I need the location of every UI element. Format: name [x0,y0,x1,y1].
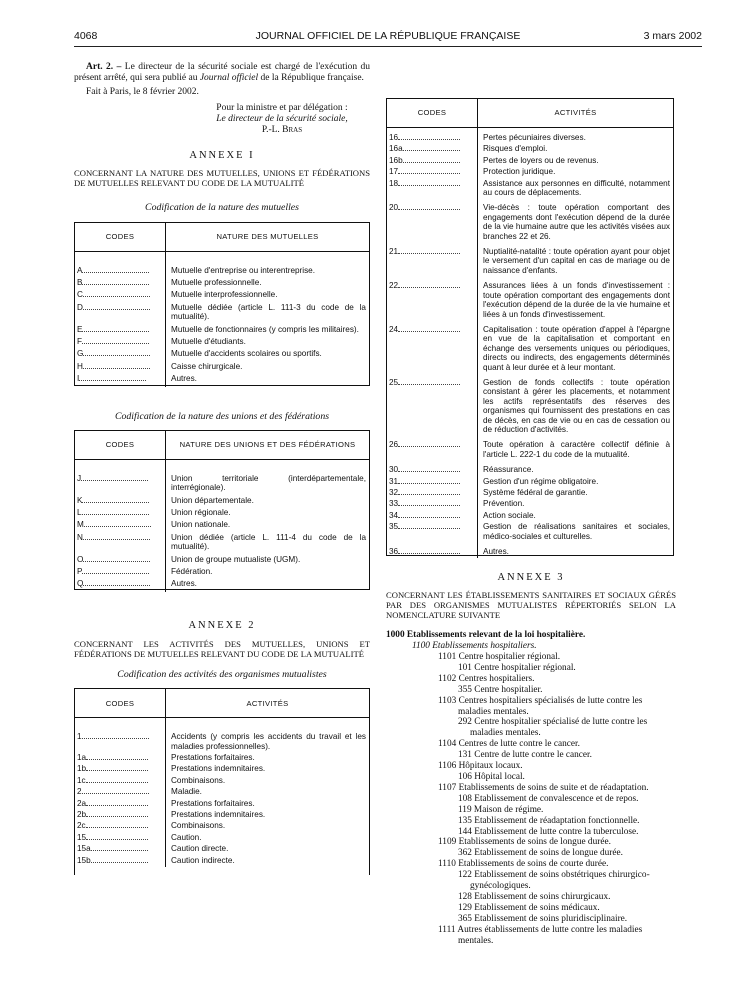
leader-dots [86,764,148,771]
code-value: 32 [389,488,399,497]
code-cell [75,520,166,532]
table-row [387,179,673,204]
code-cell [75,718,166,753]
column-header-nature-unions: NATURE DES UNIONS ET DES FÉDÉRATIONS [166,431,370,460]
leader-dots [403,156,460,163]
leader-dots [83,533,150,540]
table-row [387,167,673,178]
signature-line-1: Pour la ministre et par délégation : [216,102,348,113]
description-cell: Mutuelle d'étudiants. [171,337,246,347]
nomenclature-item: 1107 Etablissements de soins de suite et de réadaptation. [438,782,649,793]
code-value: 2b [77,810,87,820]
leader-dots [82,508,149,515]
description-cell: Vie-décès : toute opération comportant des engagements dont l'exécution dépend de la durée de la vie humaine autre que les activités visées aux branches 22 et 26. [483,203,670,241]
code-value: 17 [389,167,399,177]
nomenclature-item: 1106 Hôpitaux locaux. [438,761,523,772]
code-cell [387,247,478,281]
leader-dots [398,325,460,332]
leader-dots [84,520,151,527]
nomenclature-item: 106 Hôpital local. [458,771,525,782]
description-cell: Système fédéral de garantie. [483,488,588,497]
annexe-2-label: ANNEXE 2 [188,619,256,631]
code-cell [75,787,166,798]
code-cell [75,799,166,810]
leader-dots [91,856,148,863]
table-nature-unions [74,430,370,590]
leader-dots [81,474,148,481]
code-cell [75,764,166,775]
code-cell [387,144,478,155]
code-cell [387,378,478,440]
table-row [75,555,369,567]
article-text: Le directeur de la sécurité sociale est chargé de l'exécution du présent arrêté, qui sera publié au [74,62,371,84]
table-row [387,281,673,325]
description-cell: Assurances liées à un fonds d'investissement : toute opération comportant des engagements dont l'exécution dépend de la durée de la vie humaine et liées à un fonds d'investissement. [483,281,670,319]
code-cell [75,459,166,495]
leader-dots [83,303,150,310]
table-row [75,290,369,302]
table-row [75,278,369,290]
leader-dots [398,247,460,254]
nomenclature-item: 135 Etablissement de réadaptation fonctionnelle. [458,815,640,826]
code-value: 1 [77,732,82,742]
code-value: P [77,567,83,577]
table-row [387,144,673,155]
nomenclature-item: 144 Etablissement de lutte contre la tuberculose. [458,826,639,837]
leader-dots [82,496,149,503]
page-number: 4068 [74,30,98,42]
code-cell [75,325,166,337]
done-at: Fait à Paris, le 8 février 2002. [86,87,199,98]
code-value: B [77,278,83,288]
leader-dots [86,776,148,783]
leader-dots [86,821,148,828]
right-column-table [386,98,674,556]
nomenclature-item: 128 Etablissement de soins chirurgicaux. [458,891,611,902]
description-cell: Union départementale. [171,495,254,505]
description-cell: Union régionale. [171,508,231,518]
table-row [387,465,673,476]
code-cell [75,844,166,855]
code-cell [387,547,478,558]
code-value: 2c [77,821,86,831]
table-row [75,374,369,386]
leader-dots [83,555,150,562]
nomenclature-item: 108 Etablissement de convalescence et de repos. [458,793,639,804]
code-cell [387,156,478,167]
table-row [387,203,673,247]
code-value: Q [77,579,84,589]
table-row [75,362,369,374]
description-cell: Combinaisons. [171,821,226,831]
description-cell: Caisse chirurgicale. [171,361,243,371]
description-cell: Protection juridique. [483,167,556,177]
leader-dots [83,362,150,369]
table-row [75,508,369,520]
table-row [75,579,369,591]
leader-dots [398,440,460,447]
signature-name: P.-L. Bras [261,125,303,136]
leader-dots [403,144,460,151]
leader-dots [398,511,460,518]
nomenclature-item: 362 Etablissement de soins de longue durée. [458,848,623,859]
column-header-activites: ACTIVITÉS [478,99,674,128]
code-cell [75,303,166,325]
code-cell [387,325,478,378]
code-value: H [77,361,83,371]
code-cell [387,281,478,325]
leader-dots [398,281,460,288]
column-header-codes: CODES [387,99,478,128]
annexe-3-label: ANNEXE 3 [497,572,565,583]
code-value: J [77,473,82,483]
description-cell: Assistance aux personnes en difficulté, notamment au cours de déplacements. [483,178,670,198]
table-row [75,349,369,361]
description-cell: Combinaisons. [171,775,226,785]
page-header [74,30,702,44]
description-cell: Union nationale. [171,520,231,530]
table-row [75,787,369,798]
table-row [387,511,673,522]
nomenclature-item: 1101 Centre hospitalier régional. [438,652,561,663]
signature-block [194,103,370,137]
nomenclature-item: 355 Centre hospitalier. [458,684,543,695]
column-header-activites: ACTIVITÉS [166,689,370,718]
description-cell: Mutuelle interprofessionnelle. [171,290,278,300]
code-cell [75,349,166,361]
code-value: C [77,290,83,300]
nomenclature-item: 101 Centre hospitalier régional. [458,662,576,673]
code-value: E [77,324,83,334]
description-cell: Prestations indemnitaires. [171,810,266,820]
code-value: 15b [77,855,91,865]
description-cell: Pertes pécuniaires diverses. [483,133,586,142]
code-cell [387,477,478,488]
code-value: 16a [389,144,403,154]
table-2-caption: Codification de la nature des unions et des fédérations [114,410,330,422]
description-cell: Caution directe. [171,844,229,854]
description-cell: Autres. [171,374,197,384]
leader-dots [82,567,149,574]
nomenclature-item: 119 Maison de régime. [458,804,544,815]
description-cell: Prestations forfaitaires. [171,798,255,808]
description-cell: Gestion de réalisations sanitaires et sociales, médico-sociales et culturelles. [483,522,670,541]
table-row [387,325,673,378]
column-header-nature: NATURE DES MUTUELLES [166,223,370,252]
leader-dots [398,488,460,495]
code-value: 33 [389,499,399,509]
code-value: 2 [77,787,82,797]
table-row [75,833,369,844]
leader-dots [77,374,146,384]
nomenclature-item: 1000 Etablissements relevant de la loi hospitalière. [386,630,586,641]
code-cell [387,488,478,499]
leader-dots [82,732,149,739]
article-text-end: de la République française. [258,73,364,84]
description-cell: Prévention. [483,499,525,509]
leader-dots [83,290,150,297]
article-2 [74,62,370,84]
table-1-caption: Codification de la nature des mutuelles [145,202,299,214]
table-row [387,440,673,465]
code-value: L [77,508,82,518]
nomenclature-list [386,630,676,946]
table-row [387,128,673,145]
code-value: 25 [389,377,399,387]
leader-dots [398,547,460,554]
annexe-3-title: CONCERNANT LES ÉTABLISSEMENTS SANITAIRES ET SOCIAUX GÉRÉS PAR DES ORGANISMES MUTUALISTES RÉPERTORIÉS SELON LA NOMENCLATURE SUIVANTE [386,590,676,621]
description-cell: Capitalisation : toute opération d'appel à l'épargne en vue de la capitalisation et comportant en échange des versements uniques ou périodiques, directs ou indirects, des engagements déterminés quant à leur durée et à leur montant. [483,324,670,372]
description-cell: Mutuelle de fonctionnaires (y compris les militaires). [171,324,359,334]
code-cell [387,128,478,145]
journal-title: JOURNAL OFFICIEL DE LA RÉPUBLIQUE FRANÇAISE [255,30,521,42]
leader-dots [398,465,460,472]
code-cell [387,511,478,522]
table-row [75,856,369,867]
leader-dots [398,133,460,140]
annexe-1-label: ANNEXE I [189,150,255,162]
leader-dots [83,349,150,356]
code-cell [75,508,166,520]
annexe-3 [386,572,676,946]
article-label: Art. 2. – [86,62,122,72]
description-cell: Caution. [171,832,202,842]
leader-dots [398,522,460,529]
table-row [387,488,673,499]
code-value: 16 [389,133,399,142]
code-cell [75,555,166,567]
description-cell: Prestations forfaitaires. [171,753,255,763]
description-cell: Caution indirecte. [171,855,235,865]
nomenclature-item: 1109 Etablissements de soins de longue durée. [438,837,611,848]
description-cell: Union de groupe mutualiste (UGM). [171,554,301,564]
code-value: 24 [389,324,399,334]
table-row [75,303,369,325]
leader-dots [398,378,460,385]
description-cell: Réassurance. [483,465,534,475]
nomenclature-item: 365 Etablissement de soins pluridisciplinaire. [458,913,628,924]
code-cell [75,290,166,302]
code-cell [75,856,166,867]
description-cell: Prestations indemnitaires. [171,764,266,774]
code-cell [75,533,166,555]
leader-dots [82,337,149,344]
code-value: 15 [77,832,87,842]
leader-dots [398,477,460,484]
table-row [75,337,369,349]
code-value: 22 [389,281,399,291]
code-cell [75,362,166,374]
leader-dots [86,799,148,806]
code-value: F [77,337,83,347]
code-value: 1a [77,753,87,763]
table-row [75,533,369,555]
nomenclature-item: 122 Etablissement de soins obstétriques chirurgico-gynécologiques. [458,870,650,892]
table-row [387,499,673,510]
code-value: O [77,554,84,564]
table-row [75,799,369,810]
code-value: M [77,520,84,530]
description-cell: Accidents (y compris les accidents du travail et les maladies professionnelles). [171,732,366,751]
description-cell: Union territoriale (interdépartementale, interrégionale). [171,473,366,493]
nomenclature-item: 292 Centre hospitalier spécialisé de lutte contre les maladies mentales. [458,717,648,739]
table-row [75,459,369,495]
code-value: 30 [389,465,399,475]
table-row [75,753,369,764]
code-value: 16b [389,155,403,165]
leader-dots [91,844,148,851]
table-3-caption: Codification des activités des organismes mutualistes [117,669,327,681]
description-cell: Mutuelle d'accidents scolaires ou sportifs. [171,349,322,359]
table-row [75,567,369,579]
annexe-2-title: CONCERNANT LES ACTIVITÉS DES MUTUELLES, UNIONS ET FÉDÉRATIONS DE MUTUELLES RELEVANT DU CODE DE LA MUTUALITÉ [74,639,370,660]
nomenclature-item: 1110 Etablissements de soins de courte durée. [438,859,609,870]
description-cell: Autres. [483,547,509,557]
table-row [75,810,369,821]
code-cell [387,499,478,510]
leader-dots [82,278,149,285]
description-cell: Autres. [171,579,197,589]
code-value: 34 [389,510,399,520]
code-value: 36 [389,547,399,557]
code-cell [75,567,166,579]
code-value: 1b [77,764,87,774]
table-row [387,477,673,488]
code-value: 26 [389,440,399,450]
nomenclature-item: 131 Centre de lutte contre le cancer. [458,750,592,761]
issue-date: 3 mars 2002 [643,30,702,42]
leader-dots [86,753,148,760]
description-cell: Risques d'emploi. [483,144,548,154]
code-cell [75,776,166,787]
code-value: N [77,532,83,542]
code-cell [387,167,478,178]
code-value: K [77,495,83,505]
code-value: 1c [77,775,86,785]
code-value: G [77,349,84,359]
table-nature-mutuelles [74,222,370,386]
description-cell: Mutuelle professionnelle. [171,278,262,288]
code-value: 18 [389,178,399,188]
code-value: D [77,302,83,312]
leader-dots [398,203,460,210]
code-cell [75,579,166,591]
code-cell [75,337,166,349]
code-cell [387,203,478,247]
code-value: 20 [389,203,399,213]
table-row [75,325,369,337]
description-cell: Mutuelle d'entreprise ou interentreprise. [171,265,316,275]
table-row [75,251,369,278]
table-row [387,156,673,167]
table-row [75,776,369,787]
table-row [75,718,369,753]
description-cell: Maladie. [171,787,202,797]
code-cell [75,753,166,764]
annexe-1-title: CONCERNANT LA NATURE DES MUTUELLES, UNIONS ET FÉDÉRATIONS DE MUTUELLES RELEVANT DU CODE DE LA MUTUALITÉ [74,168,370,189]
column-header-codes: CODES [75,431,166,460]
nomenclature-item: 1104 Centres de lutte contre le cancer. [438,739,580,750]
table-row [75,844,369,855]
table-activites-continued [386,98,674,556]
description-cell: Mutuelle dédiée (article L. 111-3 du code de la mutualité). [171,302,366,322]
signature-line-2: Le directeur de la sécurité sociale, [216,113,348,124]
description-cell: Gestion de fonds collectifs : toute opération consistant à gérer les placements, et notamment les actifs représentatifs des réserves des organismes qui fournissent des prestations en cas de décès, en cas de vie ou en cas de cessation ou de réduction d'activités. [483,377,670,434]
description-cell: Action sociale. [483,510,536,520]
description-cell: Pertes de loyers ou de revenus. [483,155,599,165]
table-activites [74,688,370,875]
code-value: 35 [389,522,399,532]
table-row [75,520,369,532]
description-cell: Union dédiée (article L. 111-4 du code de la mutualité). [171,532,366,552]
column-header-codes: CODES [75,689,166,718]
journal-italic: Journal officiel [199,73,259,84]
leader-dots [398,179,460,186]
code-cell [75,251,166,278]
nomenclature-item: 1102 Centres hospitaliers. [438,673,535,684]
leader-dots [86,810,148,817]
code-cell [75,821,166,832]
description-cell: Toute opération à caractère collectif définie à l'article L. 222-1 du code de la mutualité. [483,440,670,459]
description-cell: Gestion d'un régime obligatoire. [483,476,599,486]
left-column [74,62,370,875]
code-cell [75,278,166,290]
table-row [387,547,673,558]
code-cell [75,496,166,508]
leader-dots [398,167,460,174]
header-rule [74,46,702,47]
code-value: A [77,265,83,275]
nomenclature-item: 1100 Etablissements hospitaliers. [412,641,537,652]
code-cell [387,179,478,204]
code-cell [387,465,478,476]
code-value: 2a [77,798,87,808]
leader-dots [83,579,150,586]
leader-dots [86,833,148,840]
code-value: 15a [77,844,91,854]
leader-dots [82,325,149,332]
leader-dots [82,266,149,273]
code-value: 31 [389,476,399,486]
code-cell [75,374,166,386]
table-row [387,247,673,281]
code-cell [387,440,478,465]
nomenclature-item: 129 Etablissement de soins médicaux. [458,902,600,913]
table-row [75,496,369,508]
code-value: 21 [389,247,399,257]
table-row [75,821,369,832]
code-value: I [77,374,80,384]
column-header-codes: CODES [75,223,166,252]
description-cell: Fédération. [171,567,213,577]
table-row [387,522,673,547]
nomenclature-item: 1111 Autres établissements de lutte contre les maladies mentales. [438,924,643,946]
code-cell [75,810,166,821]
table-row [387,378,673,440]
leader-dots [82,787,149,794]
nomenclature-item: 1103 Centres hospitaliers spécialisés de lutte contre les maladies mentales. [438,695,643,717]
description-cell: Nuptialité-natalité : toute opération ayant pour objet le versement d'un capital en cas de mariage ou de naissance d'enfants. [483,247,670,275]
code-cell [75,833,166,844]
code-cell [387,522,478,547]
leader-dots [398,499,460,506]
table-row [75,764,369,775]
